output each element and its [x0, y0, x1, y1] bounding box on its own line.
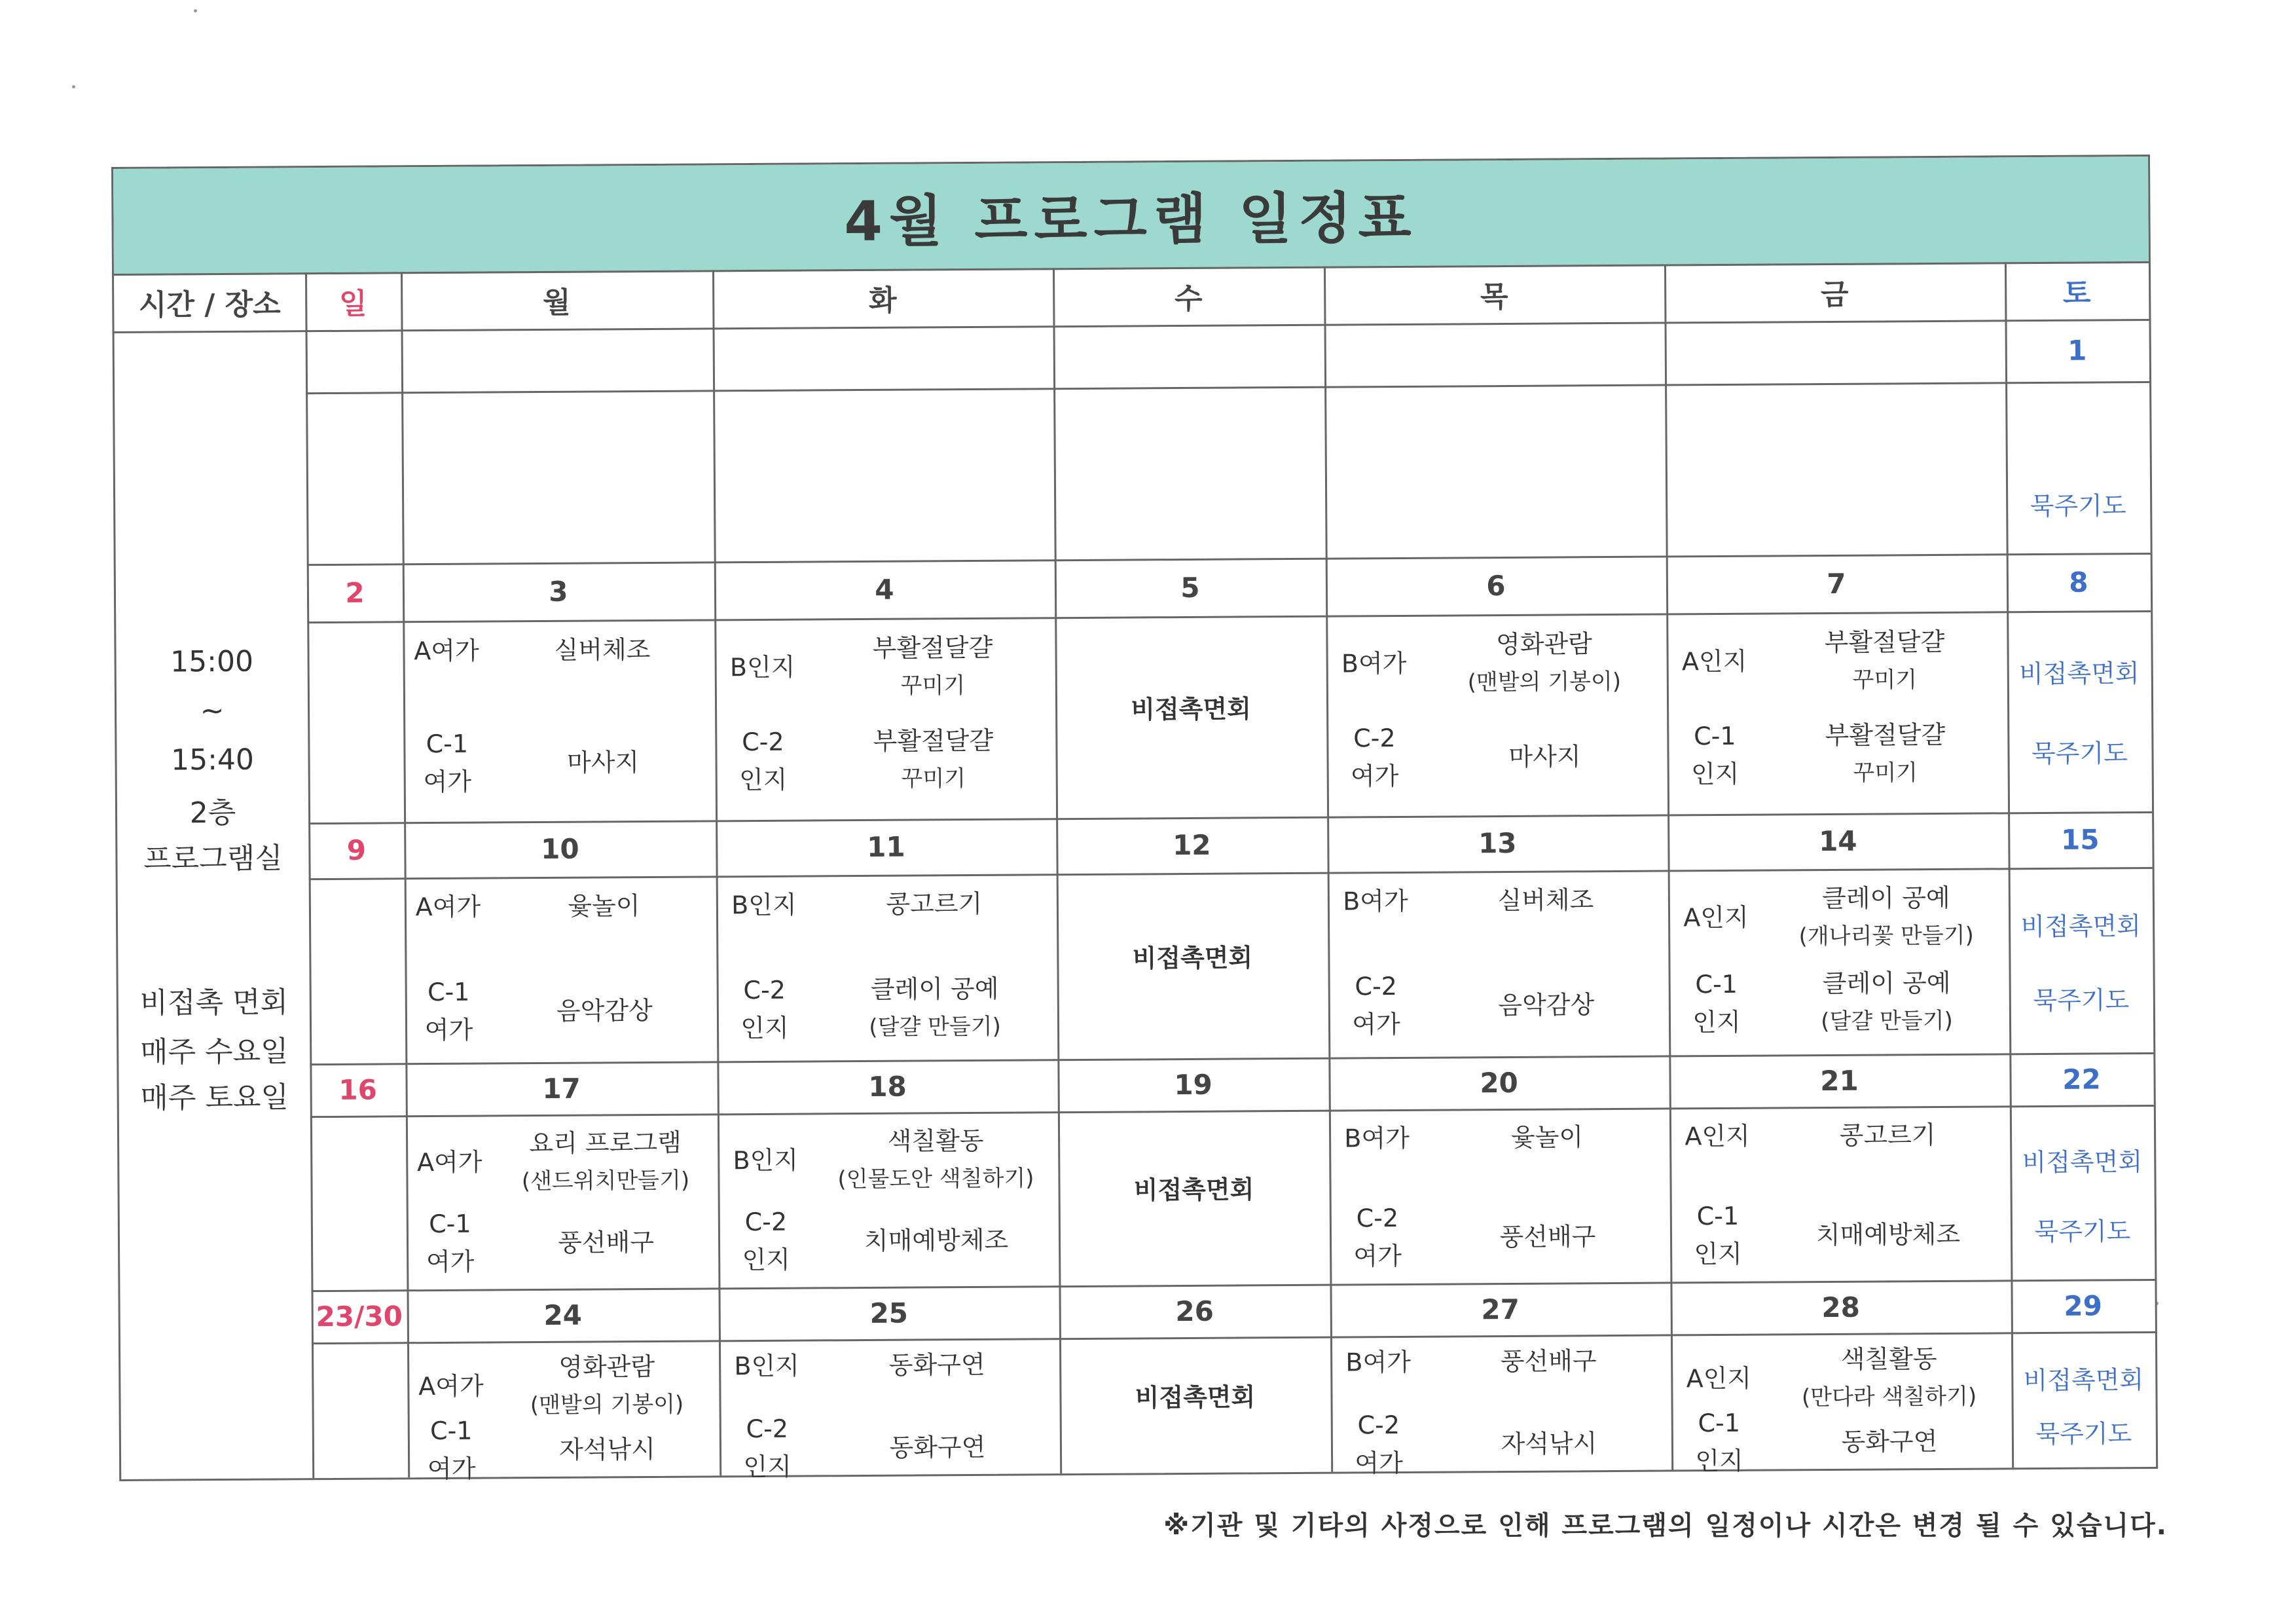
visit-label-wed: 비접촉면회: [1133, 1175, 1254, 1205]
date-mon-week2: 3: [549, 575, 568, 608]
header-day-wed: 수: [1174, 282, 1203, 316]
title-bar: [113, 157, 2149, 276]
date-tue-week5: 25: [869, 1297, 909, 1329]
date-fri-week4: 21: [1820, 1064, 1859, 1097]
group-label: C-1: [1695, 970, 1738, 999]
program-name: 클레이 공예: [1821, 883, 1950, 913]
program-name: 콩고르기: [886, 889, 983, 919]
date-mon-week5: 24: [543, 1299, 583, 1331]
visit-label-sat: 비접촉면회: [2018, 658, 2140, 688]
program-name: 콩고르기: [1839, 1120, 1936, 1150]
header-day-sun: 일: [338, 287, 367, 321]
program-name: 부활절달걀: [872, 633, 993, 663]
program-name: 부활절달걀: [873, 726, 994, 756]
date-sun-week4: 16: [338, 1073, 377, 1106]
date-mon-week4: 17: [542, 1072, 581, 1105]
date-sun-week5: 23/30: [316, 1299, 403, 1333]
program-name: 윷놀이: [1510, 1122, 1584, 1152]
date-sun-week1: [306, 329, 402, 392]
group-label: B인지: [733, 1145, 799, 1175]
program-name: 동화구연: [888, 1350, 985, 1380]
program-detail: (개나리꽃 만들기): [1798, 922, 1974, 950]
date-wed-week5: 26: [1175, 1295, 1214, 1327]
program-detail: (맨발의 기봉이): [1467, 669, 1622, 696]
date-sat-week1: 1: [2067, 334, 2087, 367]
date-wed-week1: [1053, 324, 1325, 388]
date-mon-week3: 10: [540, 832, 579, 866]
group-label: B인지: [734, 1352, 800, 1381]
visit-label-wed: 비접촉면회: [1131, 693, 1251, 724]
program-name: 치매예방체조: [864, 1225, 1009, 1256]
group-label: C-2: [1356, 1204, 1399, 1233]
program-name: 자석낚시: [1501, 1428, 1597, 1458]
program-detail: (맨발의 기봉이): [530, 1392, 684, 1419]
program-name: 풍선배구: [1499, 1222, 1596, 1252]
date-tue-week2: 4: [875, 573, 894, 606]
group-label: B인지: [731, 890, 797, 920]
group-label: 인지: [1692, 1007, 1741, 1037]
program-name: 부활절달걀: [1825, 720, 1946, 750]
program-name: 마사지: [1508, 741, 1581, 771]
group-label: B여가: [1341, 649, 1407, 678]
program-detail: 꾸미기: [901, 765, 966, 792]
time-place-column: [115, 330, 313, 1483]
program-detail: 꾸미기: [1853, 759, 1918, 786]
schedule-table: [111, 155, 2158, 1481]
program-name: 클레이 공예: [870, 974, 999, 1005]
date-tue-week3: 11: [866, 830, 905, 863]
date-sun-week3: 9: [346, 834, 367, 866]
group-label: 여가: [1352, 1010, 1400, 1039]
program-detail: (달걀 만들기): [1821, 1007, 1953, 1035]
group-label: 여가: [1350, 761, 1399, 791]
group-label: C-1: [427, 977, 470, 1007]
group-label: 인지: [742, 1246, 791, 1275]
date-fri-week1: [1664, 320, 2005, 384]
date-sun-week2: 2: [345, 576, 365, 609]
visit-label-sat: 비접촉면회: [2023, 1365, 2144, 1395]
program-name: 색칠활동: [1840, 1344, 1937, 1375]
time-start: 15:00: [170, 644, 254, 679]
group-label: A여가: [414, 636, 479, 666]
program-name: 윷놀이: [568, 891, 640, 921]
rosary-label: 묵주기도: [2031, 739, 2128, 769]
time-tilde: ~: [200, 693, 225, 728]
program-detail: (만다라 색칠하기): [1801, 1384, 1977, 1411]
change-notice: ※기관 및 기타의 사정으로 인해 프로그램의 일정이나 시간은 변경 될 수 있습니다.: [1163, 1511, 2168, 1541]
group-label: A인지: [1681, 647, 1747, 676]
date-sat-week5: 29: [2064, 1289, 2103, 1322]
date-thu-week5: 27: [1481, 1293, 1520, 1325]
group-label: C-2: [743, 975, 786, 1005]
program-detail: 꾸미기: [900, 673, 966, 700]
program-name: 실버체조: [554, 635, 651, 665]
group-label: 인지: [743, 1452, 792, 1481]
header-day-fri: 금: [1820, 278, 1849, 312]
program-detail: (인물도안 색칠하기): [837, 1165, 1034, 1193]
visit-label-sat: 비접촉면회: [2022, 1147, 2143, 1177]
group-label: C-2: [742, 727, 784, 756]
program-name: 풍선배구: [557, 1228, 655, 1258]
group-label: B인지: [729, 653, 795, 682]
group-label: 인지: [738, 765, 788, 794]
group-label: 여가: [427, 1454, 476, 1483]
group-label: A여가: [418, 1371, 484, 1401]
visit-note-wed: 매주 수요일: [139, 1035, 289, 1069]
group-label: 인지: [1694, 1240, 1743, 1269]
group-label: C-1: [426, 729, 469, 758]
program-name: 풍선배구: [1500, 1346, 1597, 1376]
date-wed-week3: 12: [1172, 828, 1211, 862]
group-label: 여가: [426, 1247, 475, 1277]
program-detail: (샌드위치만들기): [521, 1167, 690, 1195]
date-thu-week3: 13: [1478, 826, 1517, 860]
program-name: 치매예방체조: [1815, 1220, 1961, 1250]
program-detail: (달걀 만들기): [869, 1013, 1001, 1041]
group-label: C-1: [1698, 1408, 1741, 1437]
time-end: 15:40: [170, 743, 255, 777]
group-label: C-1: [1693, 721, 1736, 750]
date-tue-week1: [713, 325, 1054, 390]
group-label: B여가: [1343, 886, 1408, 916]
floor: 2층: [189, 796, 236, 830]
group-label: A여가: [415, 892, 481, 922]
group-label: A인지: [1686, 1364, 1752, 1393]
group-label: A여가: [416, 1147, 483, 1177]
program-name: 음악감상: [1498, 990, 1595, 1020]
date-sat-week4: 22: [2062, 1062, 2101, 1096]
scan-speck: [72, 85, 75, 88]
group-label: C-1: [1696, 1202, 1740, 1231]
date-thu-week4: 20: [1480, 1066, 1518, 1099]
group-label: A인지: [1683, 902, 1749, 932]
program-name: 동화구연: [1841, 1426, 1938, 1456]
group-label: A인지: [1685, 1121, 1750, 1151]
visit-note-sat: 매주 토요일: [140, 1080, 289, 1115]
date-wed-week4: 19: [1174, 1068, 1212, 1101]
header-day-sat: 토: [2062, 276, 2091, 310]
program-name: 영화관람: [1495, 629, 1593, 659]
program-name: 음악감상: [556, 996, 653, 1026]
group-label: C-2: [1353, 723, 1396, 753]
program-name: 클레이 공예: [1822, 969, 1951, 999]
scan-speck: [194, 9, 197, 12]
group-label: C-1: [429, 1209, 471, 1239]
rosary-label: 묵주기도: [2030, 491, 2126, 521]
group-label: C-2: [744, 1208, 788, 1237]
date-sat-week3: 15: [2060, 823, 2100, 856]
rosary-label: 묵주기도: [2034, 1217, 2131, 1246]
program-name: 동화구연: [889, 1432, 986, 1462]
program-name: 실버체조: [1497, 885, 1594, 915]
header-day-thu: 목: [1480, 280, 1508, 314]
program-name: 마사지: [566, 747, 640, 777]
rosary-label: 묵주기도: [2033, 986, 2130, 1016]
visit-note: 비접촉 면회: [139, 986, 289, 1020]
date-thu-week2: 6: [1486, 569, 1506, 602]
date-fri-week5: 28: [1821, 1291, 1861, 1323]
date-thu-week1: [1324, 322, 1665, 386]
rosary-label: 묵주기도: [2035, 1419, 2132, 1449]
date-fri-week2: 7: [1827, 567, 1846, 600]
header-time-place: 시간 / 장소: [138, 287, 281, 322]
group-label: C-2: [1357, 1410, 1400, 1440]
group-label: 인지: [1690, 759, 1740, 788]
date-tue-week4: 18: [868, 1070, 907, 1103]
group-label: 여가: [1355, 1448, 1403, 1478]
group-label: 인지: [740, 1013, 789, 1043]
group-label: 여가: [424, 1015, 473, 1045]
group-label: 인지: [1695, 1446, 1743, 1475]
date-mon-week1: [401, 327, 714, 392]
group-label: C-2: [1355, 972, 1398, 1001]
date-sat-week2: 8: [2069, 566, 2088, 599]
program-detail: 꾸미기: [1852, 667, 1918, 694]
program-name: 색칠활동: [887, 1126, 984, 1156]
program-name: 부활절달걀: [1824, 627, 1945, 657]
program-name: 영화관람: [558, 1352, 655, 1382]
program-name: 자석낚시: [558, 1434, 656, 1464]
group-label: C-2: [746, 1414, 789, 1443]
visit-label-sat: 비접촉면회: [2020, 912, 2141, 942]
group-label: C-1: [429, 1416, 473, 1445]
page-title: 4월 프로그램 일정표: [844, 185, 1418, 253]
visit-label-wed: 비접촉면회: [1135, 1382, 1256, 1412]
group-label: 여가: [1353, 1242, 1402, 1271]
visit-label-wed: 비접촉면회: [1132, 942, 1253, 972]
room: 프로그램실: [143, 841, 283, 876]
program-name: 요리 프로그램: [529, 1128, 682, 1158]
group-label: B여가: [1345, 1348, 1412, 1377]
date-wed-week2: 5: [1180, 571, 1200, 604]
group-label: 여가: [423, 767, 472, 796]
group-label: B여가: [1344, 1123, 1410, 1153]
date-fri-week3: 14: [1818, 824, 1857, 858]
header-day-mon: 월: [542, 286, 571, 320]
header-day-tue: 화: [868, 284, 897, 318]
